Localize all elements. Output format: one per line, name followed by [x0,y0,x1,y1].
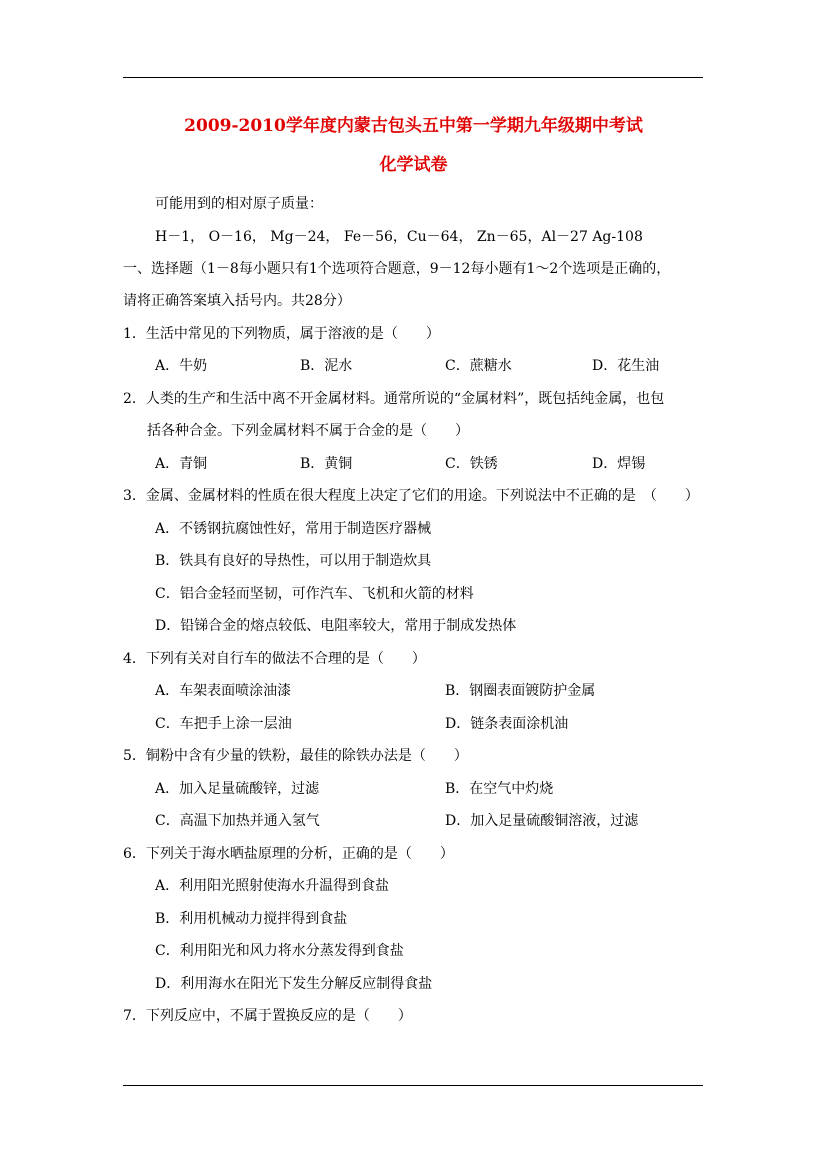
question-2-option-c: C．铁锈 [445,456,498,472]
question-1-option-c: C．蔗糖水 [445,358,512,374]
question-2-stem-line2: 括各种合金。下列金属材料不属于合金的是（ ） [147,423,469,439]
question-1-option-b: B．泥水 [300,358,353,374]
atomic-mass-values: H－1， O－16， Mg－24， Fe－56，Cu－64， Zn－65，Al－27 Ag-108 [155,229,643,245]
question-5-option-d: D．加入足量硫酸铜溶液，过滤 [445,813,639,829]
question-3-option-c: C．铝合金轻而坚韧，可作汽车、飞机和火箭的材料 [155,586,474,602]
question-1-option-d: D．花生油 [592,358,660,374]
question-6-option-d: D．利用海水在阳光下发生分解反应制得食盐 [155,976,433,992]
footer-rule [123,1085,703,1086]
question-2-option-a: A．青铜 [155,456,208,472]
question-2-stem-line1: 2．人类的生产和生活中离不开金属材料。通常所说的“金属材料”，既包括纯金属，也包 [123,391,665,407]
question-6-option-c: C．利用阳光和风力将水分蒸发得到食盐 [155,943,404,959]
question-5-option-a: A．加入足量硫酸锌，过滤 [155,781,320,797]
question-3-option-d: D．铅锑合金的熔点较低、电阻率较大，常用于制成发热体 [155,618,517,634]
header-rule [123,77,703,78]
exam-subtitle: 化学试卷 [379,155,448,175]
section-instruction-line2: 请将正确答案填入括号内。共28分） [123,293,351,309]
question-3-option-a: A．不锈钢抗腐蚀性好，常用于制造医疗器械 [155,521,432,537]
question-5-option-c: C．高温下加热并通入氢气 [155,813,320,829]
question-1-stem: 1．生活中常见的下列物质，属于溶液的是（ ） [123,326,440,342]
question-6-option-a: A．利用阳光照射使海水升温得到食盐 [155,878,390,894]
question-1-option-a: A．牛奶 [155,358,208,374]
question-2-option-d: D．焊锡 [592,456,646,472]
question-6-option-b: B．利用机械动力搅拌得到食盐 [155,911,348,927]
exam-title: 2009-2010学年度内蒙古包头五中第一学期九年级期中考试 [184,116,643,136]
question-5-stem: 5．铜粉中含有少量的铁粉，最佳的除铁办法是（ ） [123,748,468,764]
question-5-option-b: B．在空气中灼烧 [445,781,554,797]
atomic-mass-label: 可能用到的相对原子质量： [155,196,323,212]
question-4-option-a: A．车架表面喷涂油漆 [155,683,292,699]
question-4-stem: 4．下列有关对自行车的做法不合理的是（ ） [123,651,426,667]
question-3-stem: 3．金属、金属材料的性质在很大程度上决定了它们的用途。下列说法中不正确的是 （ ） [123,488,699,504]
question-3-option-b: B．铁具有良好的导热性，可以用于制造炊具 [155,553,432,569]
question-2-option-b: B．黄铜 [300,456,353,472]
question-4-option-c: C．车把手上涂一层油 [155,716,292,732]
question-6-stem: 6．下列关于海水晒盐原理的分析，正确的是（ ） [123,846,454,862]
section-instruction-line1: 一、选择题（1－8每小题只有1个选项符合题意，9－12每小题有1～2个选项是正确的， [123,261,671,277]
question-4-option-b: B．钢圈表面镀防护金属 [445,683,596,699]
question-7-stem: 7．下列反应中，不属于置换反应的是（ ） [123,1008,412,1024]
question-4-option-d: D．链条表面涂机油 [445,716,569,732]
